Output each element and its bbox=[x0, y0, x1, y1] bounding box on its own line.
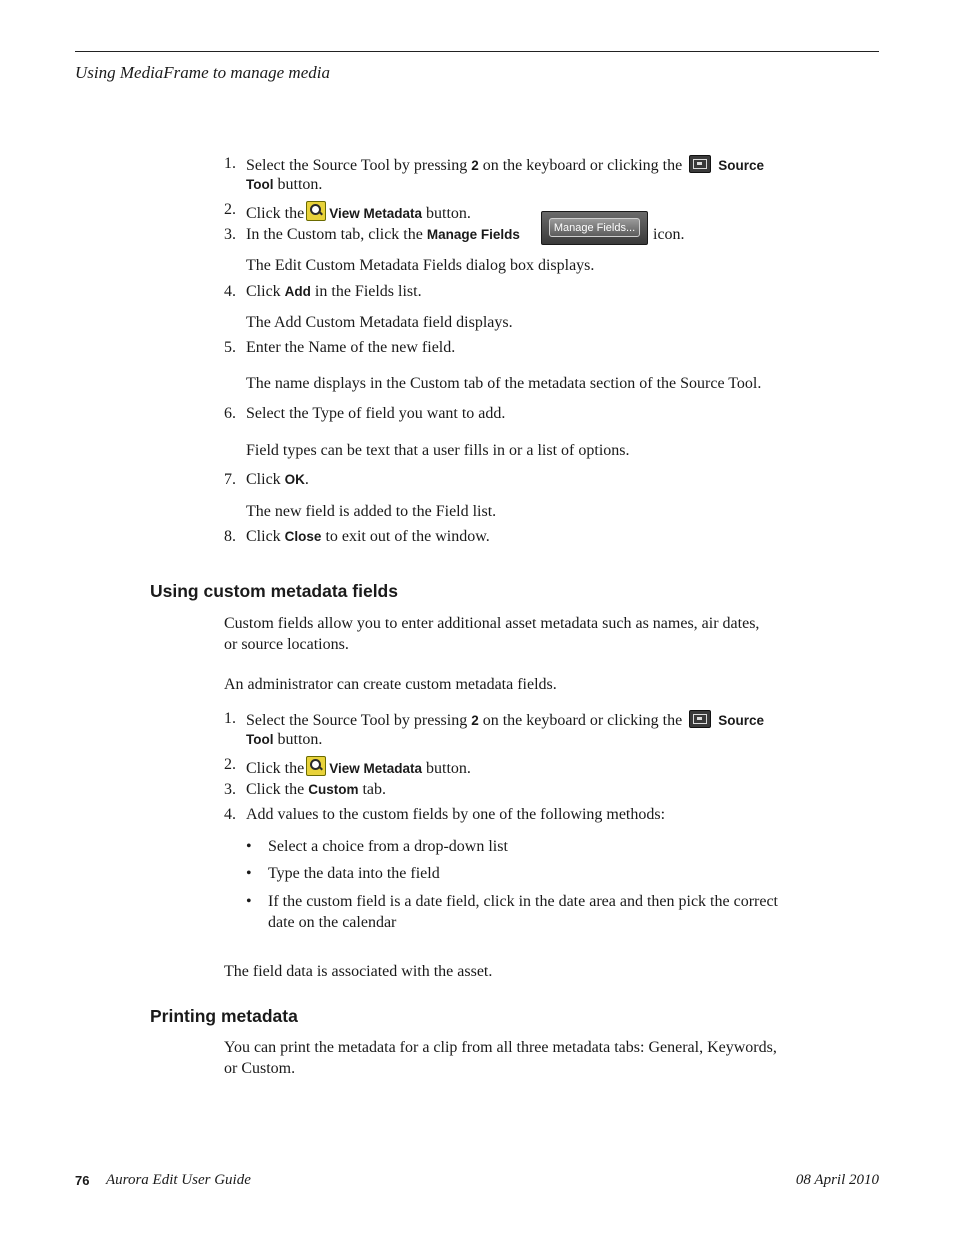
step-text: Select the Source Tool by pressing bbox=[246, 712, 468, 729]
bullet-mark: • bbox=[246, 893, 252, 910]
source-tool-label: Source bbox=[718, 158, 765, 173]
step-text: to exit out of the window. bbox=[325, 528, 490, 545]
step-number: 2. bbox=[224, 201, 236, 218]
step-text: Click the bbox=[246, 205, 305, 222]
source-tool-label: Tool bbox=[246, 732, 274, 747]
step-number: 7. bbox=[224, 471, 236, 488]
footer-title: Aurora Edit User Guide bbox=[106, 1172, 251, 1188]
step-1-text bbox=[246, 155, 764, 175]
bullet-mark: • bbox=[246, 865, 252, 882]
step-text: button. bbox=[277, 176, 323, 193]
step-3-text bbox=[246, 226, 520, 244]
step-1-continued bbox=[246, 176, 322, 194]
step-text: . bbox=[304, 471, 309, 488]
view-metadata-label: View Metadata bbox=[329, 761, 423, 776]
manage-fields-button-label: Manage Fields... bbox=[549, 218, 640, 237]
paragraph: Custom fields allow you to enter additional asset metadata such as names, air dates, bbox=[224, 615, 760, 632]
step-number: 6. bbox=[224, 405, 236, 422]
step-text: on the keyboard or clicking the bbox=[482, 157, 683, 174]
running-title: Using MediaFrame to manage media bbox=[75, 63, 330, 82]
close-label: Close bbox=[284, 529, 322, 544]
step-number: 5. bbox=[224, 339, 236, 356]
paragraph: or source locations. bbox=[224, 636, 349, 653]
manage-fields-button-image bbox=[541, 211, 648, 245]
step-text: button. bbox=[277, 731, 323, 748]
page-number: 76 bbox=[75, 1173, 90, 1188]
header-rule bbox=[75, 51, 879, 52]
step-1-continued bbox=[246, 731, 322, 749]
step-note: The new field is added to the Field list. bbox=[246, 503, 497, 520]
paragraph: You can print the metadata for a clip from all three metadata tabs: General, Keywords, bbox=[224, 1039, 777, 1056]
ok-label: OK bbox=[284, 472, 305, 487]
step-text: Click bbox=[246, 471, 281, 488]
bullet-item: If the custom field is a date field, click in the date area and then pick the correct bbox=[268, 893, 778, 910]
step-note: The Edit Custom Metadata Fields dialog box displays. bbox=[246, 257, 595, 274]
step-1-text bbox=[246, 710, 764, 730]
step-7-text bbox=[246, 471, 309, 489]
step-number: 4. bbox=[224, 806, 236, 823]
step-4-text bbox=[246, 283, 422, 301]
step-note: The Add Custom Metadata field displays. bbox=[246, 314, 513, 331]
step-note: Field types can be text that a user fills in or a list of options. bbox=[246, 442, 630, 459]
step-text: Click the bbox=[246, 760, 305, 777]
paragraph: The field data is associated with the asset. bbox=[224, 963, 493, 980]
paragraph: An administrator can create custom metadata fields. bbox=[224, 676, 557, 693]
step-number: 8. bbox=[224, 528, 236, 545]
step-2-text bbox=[246, 201, 471, 223]
view-metadata-icon bbox=[306, 201, 326, 221]
key-label: 2 bbox=[471, 158, 479, 173]
view-metadata-label: View Metadata bbox=[329, 206, 423, 221]
source-tool-label: Source bbox=[718, 713, 765, 728]
source-tool-icon bbox=[689, 710, 711, 728]
step-4-text: Add values to the custom fields by one of the following methods: bbox=[246, 806, 666, 823]
step-text: Click the bbox=[246, 781, 305, 798]
step-number: 4. bbox=[224, 283, 236, 300]
step-number: 3. bbox=[224, 226, 236, 243]
custom-tab-label: Custom bbox=[308, 782, 359, 797]
step-text: in the Fields list. bbox=[314, 283, 422, 300]
footer-date: 08 April 2010 bbox=[795, 1172, 879, 1188]
step-note: The name displays in the Custom tab of the metadata section of the Source Tool. bbox=[246, 375, 762, 392]
step-text: Click bbox=[246, 283, 281, 300]
paragraph: or Custom. bbox=[224, 1060, 296, 1077]
bullet-item: Type the data into the field bbox=[268, 865, 440, 882]
source-tool-icon bbox=[689, 155, 711, 173]
step-text: icon. bbox=[653, 226, 685, 243]
step-8-text bbox=[246, 528, 490, 546]
step-3-text bbox=[246, 781, 386, 799]
step-2-text bbox=[246, 756, 471, 778]
source-tool-label: Tool bbox=[246, 177, 274, 192]
step-number: 1. bbox=[224, 710, 236, 727]
step-number: 3. bbox=[224, 781, 236, 798]
section-heading-custom-fields: Using custom metadata fields bbox=[150, 581, 398, 601]
step-text: Select the Source Tool by pressing bbox=[246, 157, 468, 174]
add-label: Add bbox=[284, 284, 311, 299]
step-number: 2. bbox=[224, 756, 236, 773]
manage-fields-label: Manage Fields bbox=[426, 227, 520, 242]
bullet-item: Select a choice from a drop-down list bbox=[268, 838, 508, 855]
step-text: on the keyboard or clicking the bbox=[482, 712, 683, 729]
section-heading-printing: Printing metadata bbox=[150, 1006, 298, 1026]
view-metadata-icon bbox=[306, 756, 326, 776]
step-text: In the Custom tab, click the bbox=[246, 226, 423, 243]
step-5-text: Enter the Name of the new field. bbox=[246, 339, 456, 356]
step-6-text: Select the Type of field you want to add. bbox=[246, 405, 506, 422]
bullet-item-continued: date on the calendar bbox=[268, 914, 397, 931]
key-label: 2 bbox=[471, 713, 479, 728]
step-text: tab. bbox=[362, 781, 387, 798]
step-number: 1. bbox=[224, 155, 236, 172]
bullet-mark: • bbox=[246, 838, 252, 855]
step-text: button. bbox=[426, 205, 471, 222]
step-text: Click bbox=[246, 528, 281, 545]
step-text: button. bbox=[426, 760, 471, 777]
